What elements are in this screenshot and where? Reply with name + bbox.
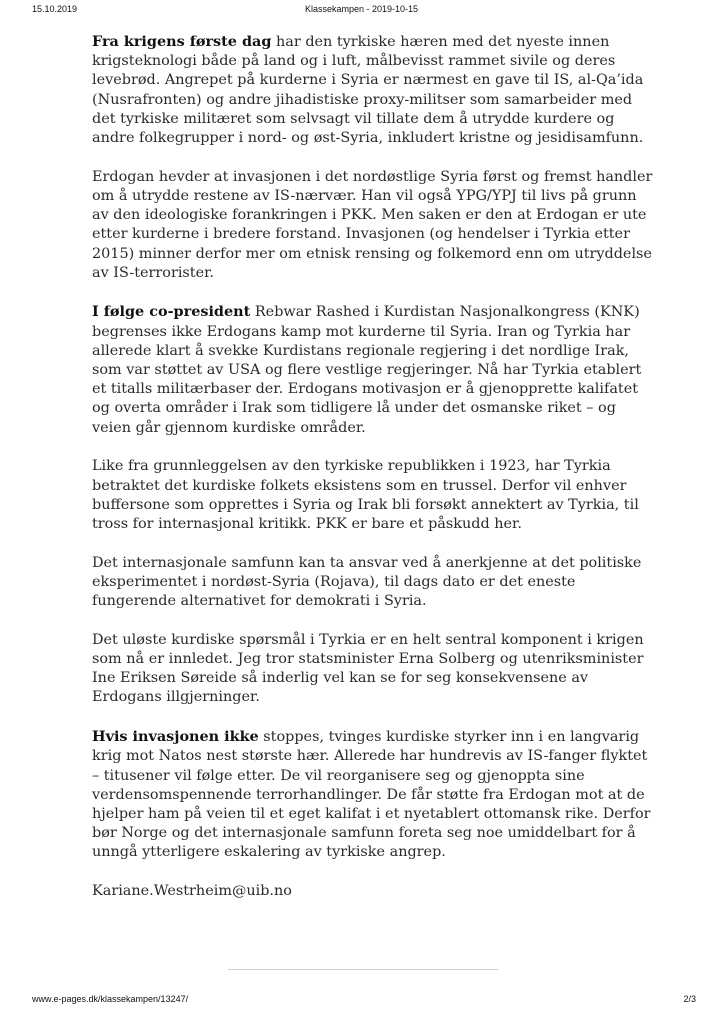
paragraph-text: Det internasjonale samfunn kan ta ansvar ved å anerkjenne at det politiske eksperimentet i nordøst-Syria (Rojava), til dags dato er det eneste fungerende alternativet for demokrati i Syria. [92, 554, 642, 610]
article-paragraph [92, 302, 657, 437]
paragraph-lead: I følge co-president [92, 303, 251, 321]
paragraph-text: har den tyrkiske hæren med det nyeste innen krigsteknologi både på land og i luft, målbevisst rammet sivile og deres levebrød. Angrepet på kurderne i Syria er nærmest en gave til IS, al-Qa’ida (Nusrafronten) og andre jihadistiske proxy-militser som samarbeider med det tyrkiske militæret som selvsagt vil tillate dem å utrydde kurdere og andre folkegrupper i nord- og øst-Syria, inkludert kristne og jesidisamfunn. [92, 34, 644, 147]
article-paragraph [92, 32, 657, 148]
paragraph-text: Rebwar Rashed i Kurdistan Nasjonalkongress (KNK) begrenses ikke Erdogans kamp mot kurderne til Syria. Iran og Tyrkia har allerede klart å svekke Kurdistans regionale regjering i det nordlige Irak, som var støttet av USA og flere vestlige regjeringer. Nå har Tyrkia etablert et titalls militærbaser der. Erdogans motivasjon er å gjenopprette kalifatet og overta områder i Irak som tidligere lå under det osmanske riket – og veien går gjennom kurdiske områder. [92, 304, 642, 436]
paragraph-text: Erdogan hevder at invasjonen i det nordøstlige Syria først og fremst handler om å utrydde restene av IS-nærvær. Han vil også YPG/YPJ til livs på grunn av den ideologiske forankringen i PKK. Men saken er den at Erdogan er ute etter kurderne i bredere forstand. Invasjonen (og hendelser i Tyrkia etter 2015) minner derfor mer om etnisk rensing og folkemord enn om utryddelse av IS-terrorister. [92, 168, 653, 281]
article-paragraph [92, 168, 657, 283]
article-paragraph [92, 554, 657, 612]
article-end-divider [228, 969, 498, 970]
print-footer-page-number: 2/3 [683, 994, 696, 1004]
print-header-date: 15.10.2019 [32, 4, 78, 14]
print-footer-url: www.e-pages.dk/klassekampen/13247/ [32, 994, 189, 1004]
paragraph-lead: Hvis invasjonen ikke [92, 728, 259, 746]
paragraph-text: Like fra grunnleggelsen av den tyrkiske republikken i 1923, har Tyrkia betraktet det kurdiske folkets eksistens som en trussel. Derfor vil enhver buffersone som opprettes i Syria og Irak bli forsøkt annektert av Tyrkia, til tross for internasjonal kritikk. PKK er bare et påskudd her. [92, 458, 639, 532]
article-paragraph [92, 457, 657, 534]
paragraph-text: Det uløste kurdiske spørsmål i Tyrkia er en helt sentral komponent i krigen som nå er innledet. Jeg tror statsminister Erna Solberg og utenriksminister Ine Eriksen Søreide så inderlig vel kan se for seg konsekvensene av Erdogans illgjerninger. [92, 631, 644, 706]
article-paragraph [92, 631, 657, 708]
paragraph-text: stoppes, tvinges kurdiske styrker inn i en langvarig krig mot Natos nest største hær. Allerede har hundrevis av IS-fanger flyktet – titusener vil følge etter. De vil reorganisere seg og gjenoppta sine verdensomspennende terrorhandlinger. De får støtte fra Erdogan mot at de hjelper ham på veien til et eget kalifat i et nyetablert ottomansk rike. Derfor bør Norge og det internasjonale samfunn foreta seg noe umiddelbart for å unngå ytterligere eskalering av tyrkiske angrep. [92, 729, 651, 861]
paragraph-lead: Fra krigens første dag [92, 33, 272, 50]
print-header [0, 4, 723, 18]
article-paragraph [92, 727, 657, 862]
author-email[interactable]: Kariane.Westrheim@uib.no [92, 883, 292, 900]
print-header-title: Klassekampen - 2019-10-15 [304, 4, 419, 14]
article-body [92, 32, 657, 901]
print-footer [0, 994, 723, 1008]
